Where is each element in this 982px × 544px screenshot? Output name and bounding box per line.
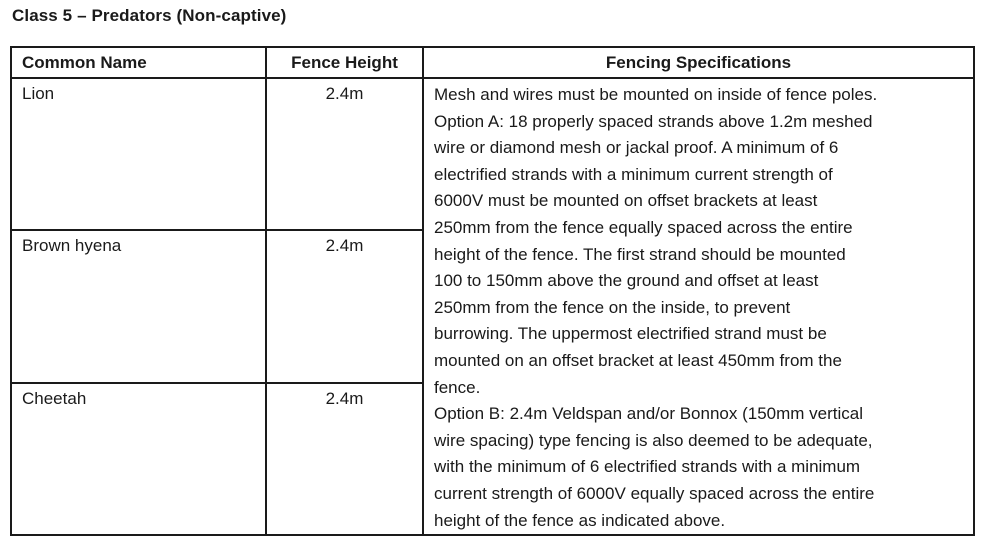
spec-line: current strength of 6000V equally spaced across the entire bbox=[434, 483, 875, 503]
spec-line: 250mm from the fence equally spaced across the entire bbox=[434, 217, 853, 237]
spec-line: mounted on an offset bracket at least 450mm from the bbox=[434, 350, 842, 370]
row-common-name: Cheetah bbox=[11, 383, 266, 535]
spec-line: with the minimum of 6 electrified strands with a minimum bbox=[434, 457, 861, 477]
row-fence-height: 2.4m bbox=[266, 230, 423, 382]
header-fence-height: Fence Height bbox=[266, 47, 423, 78]
spec-line: Option A: 18 properly spaced strands above 1.2m meshed bbox=[434, 111, 873, 131]
header-fencing-specifications: Fencing Specifications bbox=[423, 47, 974, 78]
row-fence-height: 2.4m bbox=[266, 383, 423, 535]
fencing-specifications-cell bbox=[423, 78, 974, 535]
row-common-name: Brown hyena bbox=[11, 230, 266, 382]
fencing-table bbox=[10, 46, 975, 536]
spec-line: Option B: 2.4m Veldspan and/or Bonnox (150mm vertical bbox=[434, 404, 864, 424]
spec-line: height of the fence as indicated above. bbox=[434, 510, 726, 530]
spec-line: electrified strands with a minimum current strength of bbox=[434, 164, 833, 184]
row-fence-height: 2.4m bbox=[266, 78, 423, 230]
document-title: Class 5 – Predators (Non-captive) bbox=[12, 6, 287, 25]
table-header-row bbox=[11, 47, 974, 78]
spec-line: Mesh and wires must be mounted on inside of fence poles. bbox=[434, 85, 878, 104]
row-common-name: Lion bbox=[11, 78, 266, 230]
spec-line: height of the fence. The first strand should be mounted bbox=[434, 244, 846, 264]
table-row bbox=[11, 78, 974, 230]
header-common-name: Common Name bbox=[11, 47, 266, 78]
spec-line: 6000V must be mounted on offset brackets at least bbox=[434, 191, 818, 211]
spec-line: burrowing. The uppermost electrified strand must be bbox=[434, 324, 827, 344]
spec-line: wire spacing) type fencing is also deemed to be adequate, bbox=[434, 430, 873, 450]
spec-line: fence. bbox=[434, 377, 481, 397]
spec-line: wire or diamond mesh or jackal proof. A minimum of 6 bbox=[434, 138, 839, 158]
spec-line: 100 to 150mm above the ground and offset at least bbox=[434, 271, 819, 291]
spec-line: 250mm from the fence on the inside, to prevent bbox=[434, 297, 791, 317]
